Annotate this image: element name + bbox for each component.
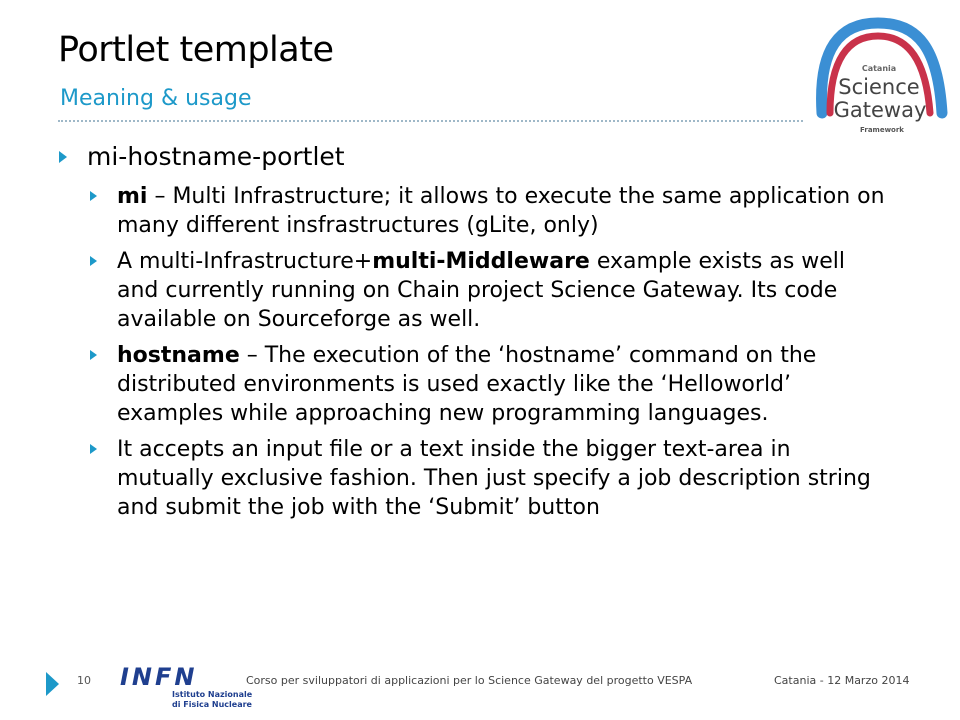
infn-logo-line1: Istituto Nazionale [172,690,253,699]
sg-logo-framework: Framework [860,126,904,134]
bullet-main [55,140,885,174]
bullet-hostname [86,341,885,428]
bullet-list [55,140,885,529]
arrow-bullet-icon [90,256,97,266]
bullet-multi-pre: A multi-Infrastructure+ [117,249,373,274]
title-divider [58,120,803,122]
footer-course: Corso per sviluppatori di applicazioni per lo Science Gateway del progetto VESPA [246,674,693,687]
bullet-hostname-text: – The execution of the ‘hostname’ command on the distributed environments is used exactly like the ‘Helloworld’ examples while approaching new programming languages. [117,343,817,426]
sg-logo-catania: Catania [861,64,897,73]
infn-logo-line2: di Fisica Nucleare [172,700,252,709]
bullet-mi-term: mi [117,184,148,209]
arrow-bullet-icon [59,151,67,163]
arrow-bullet-icon [90,191,97,201]
science-gateway-logo [800,8,950,158]
sg-logo-science: Science [838,75,920,99]
bullet-multi-text: example exists as well and currently running on Chain project Science Gateway. Its code available on Sourceforge as well. [117,249,846,332]
bullet-multi-term: multi-Middleware [372,249,590,274]
bullet-input [86,435,885,522]
bullet-main-text: mi-hostname-portlet [87,142,345,171]
page-number: 10 [77,674,91,687]
infn-logo-name: INFN [120,663,198,691]
bullet-mi-text: – Multi Infrastructure; it allows to execute the same application on many different insfrastructures (gLite, only) [117,184,885,238]
arrow-bullet-icon [90,350,97,360]
bullet-multi-middleware [86,247,885,334]
slide-title: Portlet template [58,30,334,70]
slide-subtitle: Meaning & usage [60,86,252,111]
footer-arrow-icon [46,672,59,696]
sg-logo-gateway: Gateway [833,98,927,122]
bullet-hostname-term: hostname [117,343,240,368]
bullet-mi [86,182,885,240]
footer-date: Catania - 12 Marzo 2014 [774,674,910,687]
bullet-input-text: It accepts an input file or a text inside the bigger text-area in mutually exclusive fashion. Then just specify a job description string and submit the job with the ‘Submit’ button [117,437,871,520]
arrow-bullet-icon [90,444,97,454]
infn-logo [110,660,253,716]
